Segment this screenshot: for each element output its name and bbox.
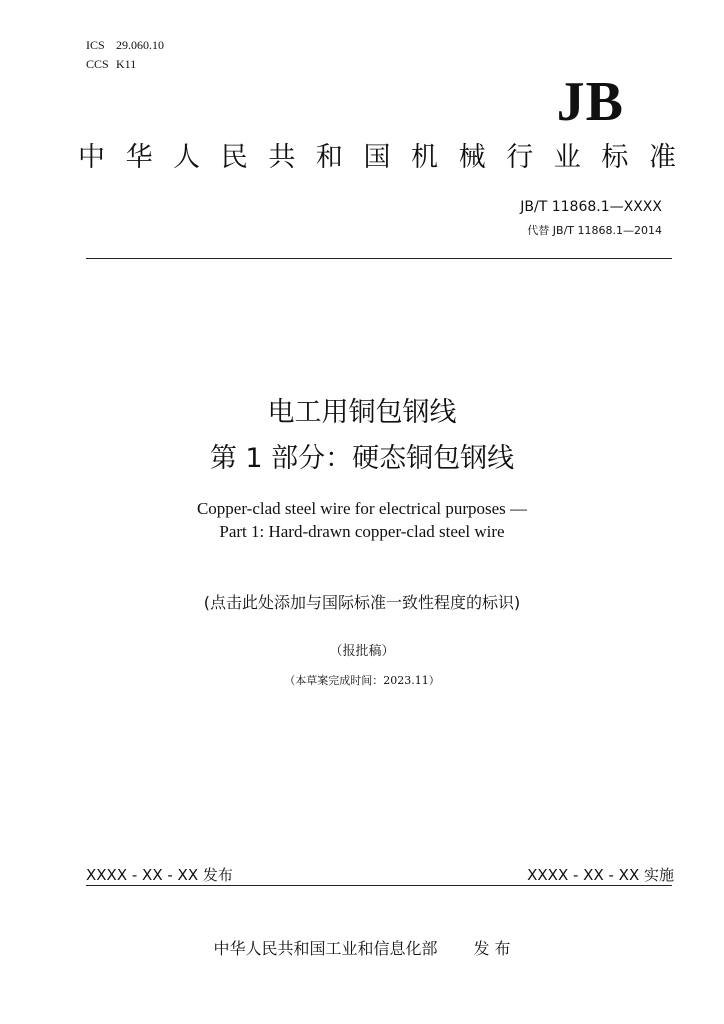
title-en-line2: Part 1: Hard-drawn copper-clad steel wire [219, 522, 505, 541]
ics-value: 29.060.10 [116, 38, 164, 52]
standard-category-title [78, 140, 676, 176]
draft-stage: （报批稿） [329, 644, 395, 659]
standard-title-char: 准 [648, 142, 676, 173]
title-en-line1: Copper-clad steel wire for electrical purposes — [196, 499, 528, 518]
title-cn-line1: 电工用铜包钢线 [267, 397, 457, 428]
standard-title-char: 民 [220, 142, 248, 173]
standard-title-char: 中 [78, 142, 105, 173]
title-cn-line2: 第 1 部分：硬态铜包钢线 [209, 443, 515, 474]
ics-line [86, 36, 164, 55]
standard-title-char: 和 [315, 142, 343, 173]
publish-date: XXXX - XX - XX 发布 [86, 866, 233, 884]
standard-code: JB/T 11868.1—XXXX [520, 199, 662, 215]
bottom-divider [86, 885, 672, 886]
replaces-standard: 代替 JB/T 11868.1—2014 [527, 224, 662, 237]
standard-title-char: 标 [601, 142, 629, 173]
issuer-org: 中华人民共和国工业和信息化部 [213, 939, 438, 958]
issuer-action: 发 布 [473, 939, 511, 958]
ics-label: ICS [86, 38, 105, 52]
standard-title-char: 机 [411, 142, 439, 173]
standard-title-char: 华 [125, 142, 153, 173]
standard-title-char: 行 [506, 142, 534, 173]
jb-logo: JB [556, 71, 624, 133]
standard-title-char: 业 [553, 142, 581, 173]
ccs-value: K11 [116, 57, 137, 71]
standard-title-char: 国 [363, 142, 391, 173]
ccs-line [86, 55, 164, 74]
ics-ccs-block [86, 36, 164, 74]
conformity-note[interactable]: (点击此处添加与国际标准一致性程度的标识) [203, 593, 521, 612]
standard-title-char: 共 [268, 142, 296, 173]
ccs-label: CCS [86, 57, 109, 71]
implement-date: XXXX - XX - XX 实施 [527, 866, 674, 884]
standard-title-char: 械 [458, 142, 486, 173]
top-divider [86, 258, 672, 259]
standard-title-char: 人 [173, 142, 201, 173]
issuer-line [0, 936, 724, 959]
draft-completion-date: （本草案完成时间：2023.11） [284, 674, 440, 687]
